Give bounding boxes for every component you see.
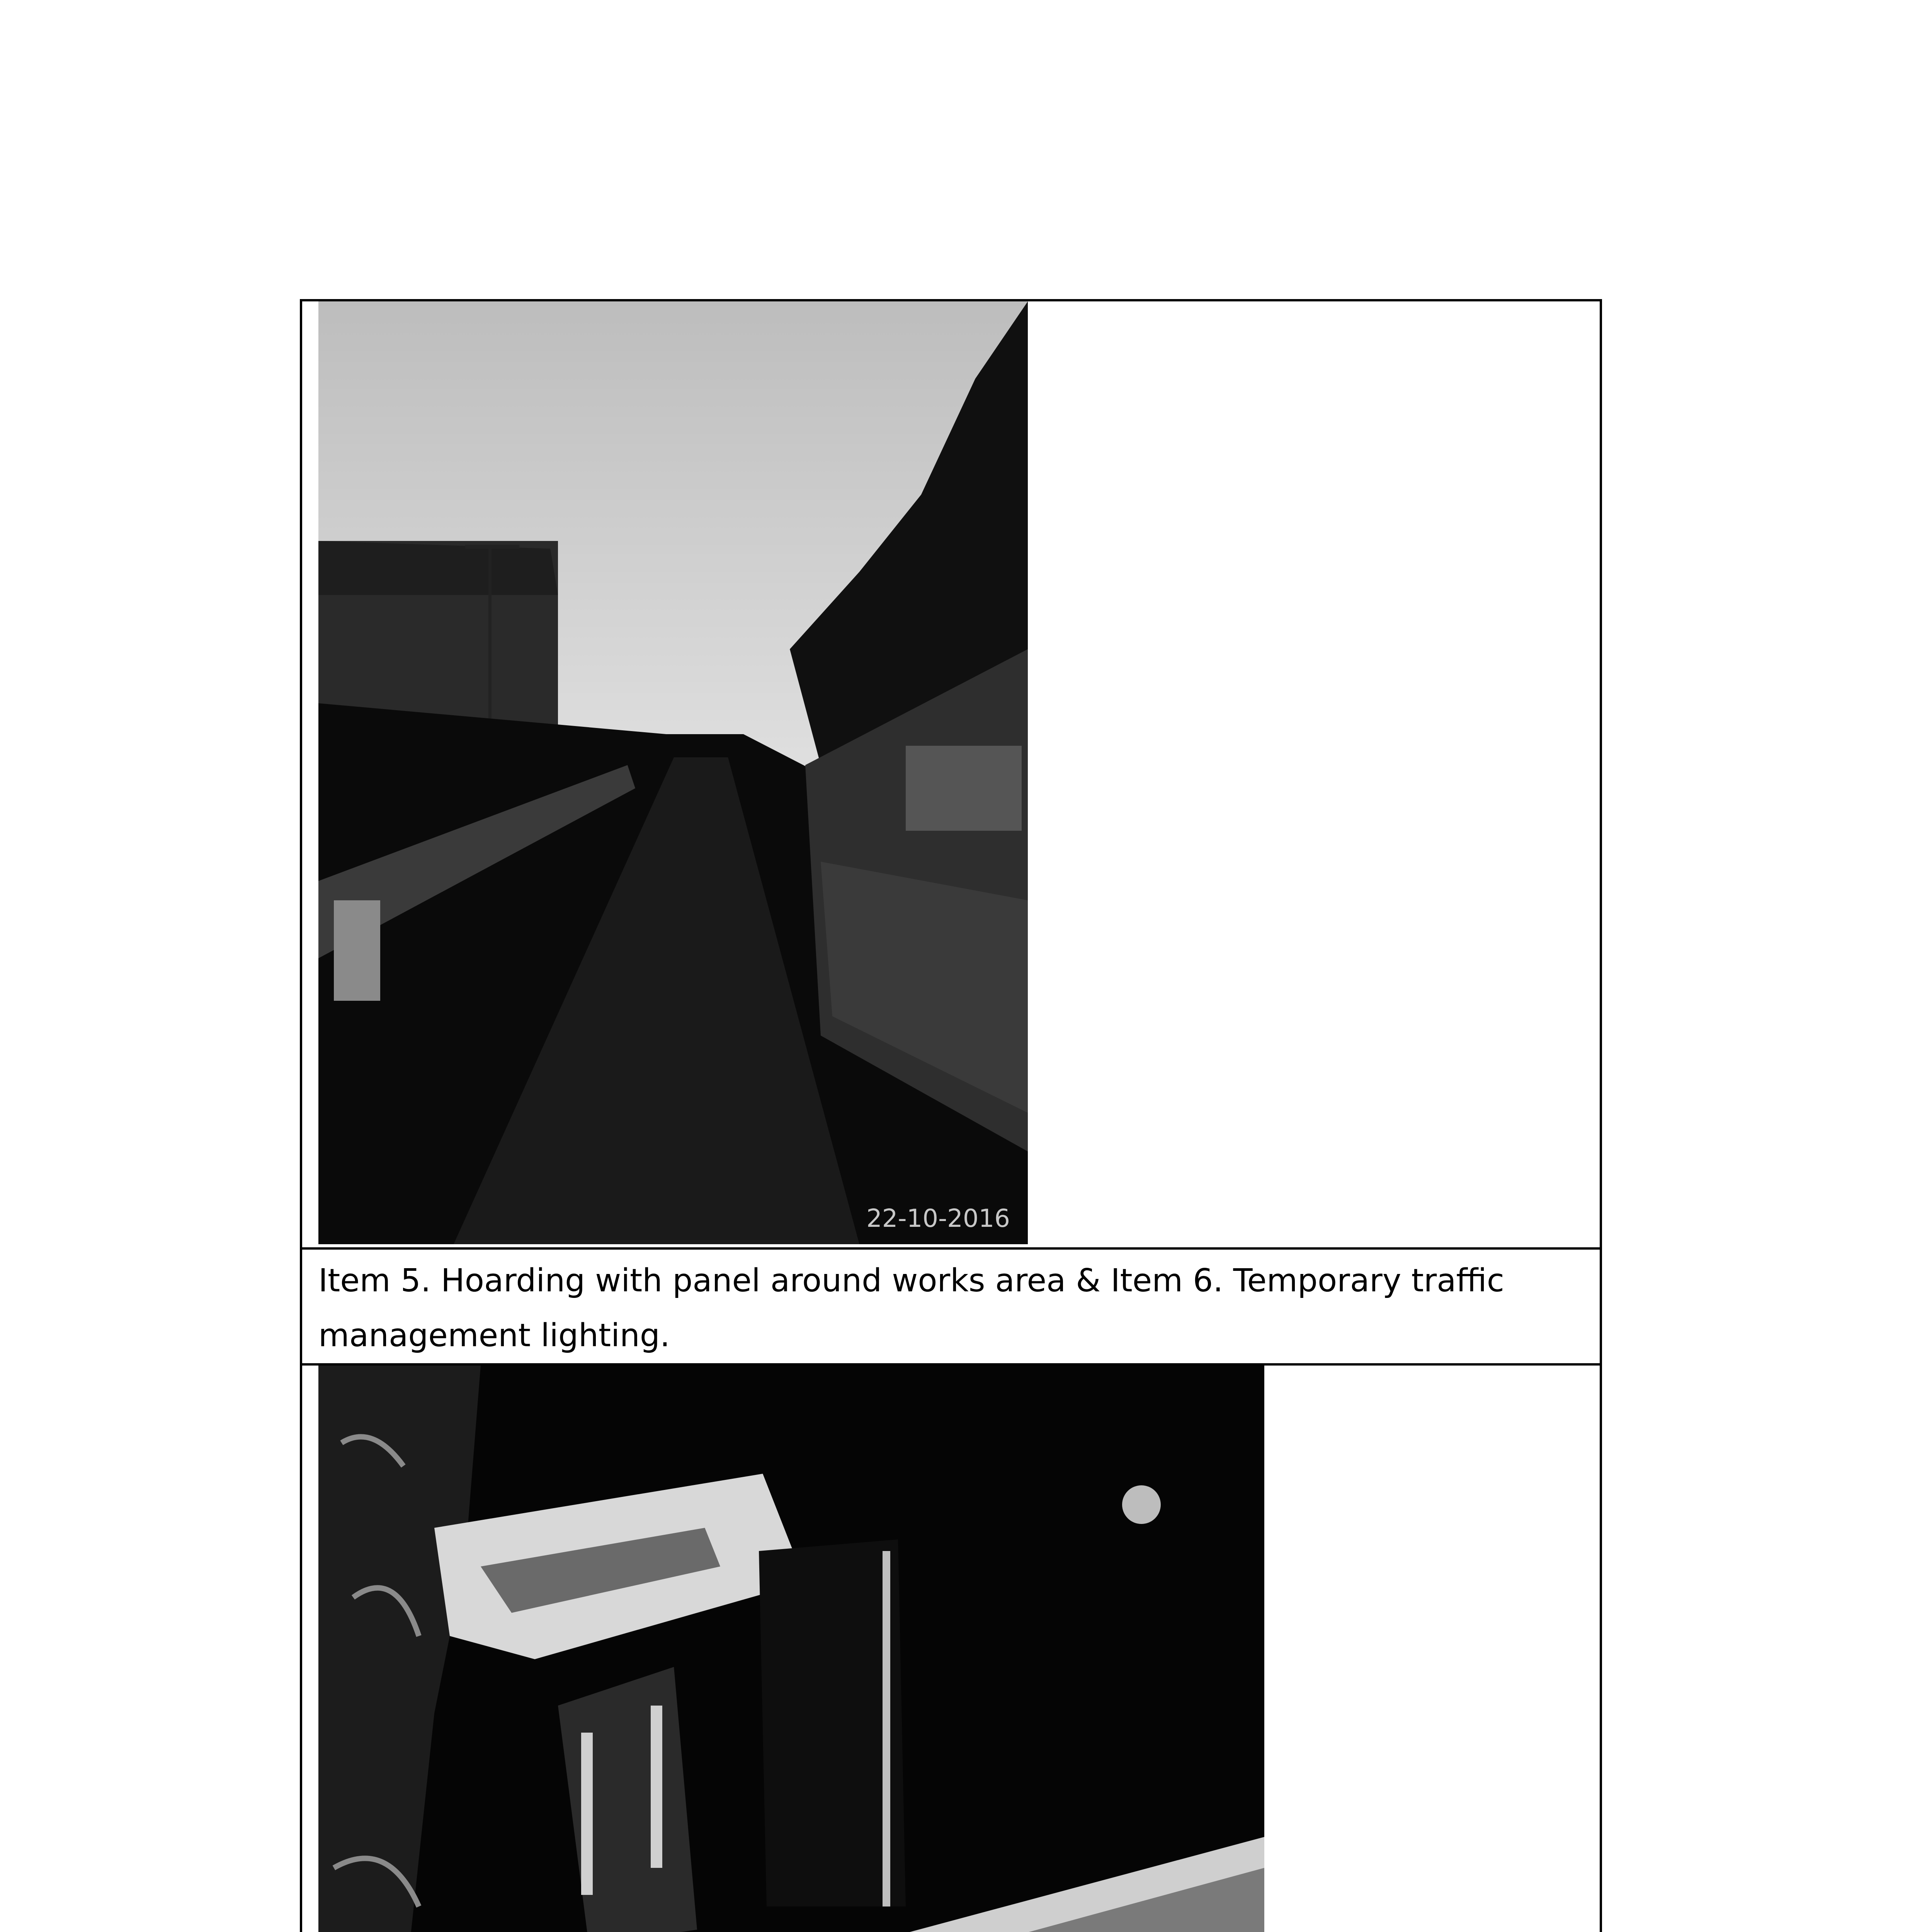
photo-record-table bbox=[300, 299, 1602, 1932]
photo-cell bbox=[301, 300, 1601, 1248]
photo-timestamp: 22-10-2016 bbox=[866, 1204, 1010, 1233]
photo-caption: Item 5. Hoarding with panel around works area & Item 6. Temporary traffic management lighting. bbox=[318, 1262, 1504, 1354]
photo-cell bbox=[301, 1364, 1601, 1932]
site-photo-water-body bbox=[318, 1366, 1264, 1932]
caption-cell bbox=[301, 1248, 1601, 1364]
site-photo-hoarding-walkway bbox=[318, 301, 1028, 1244]
